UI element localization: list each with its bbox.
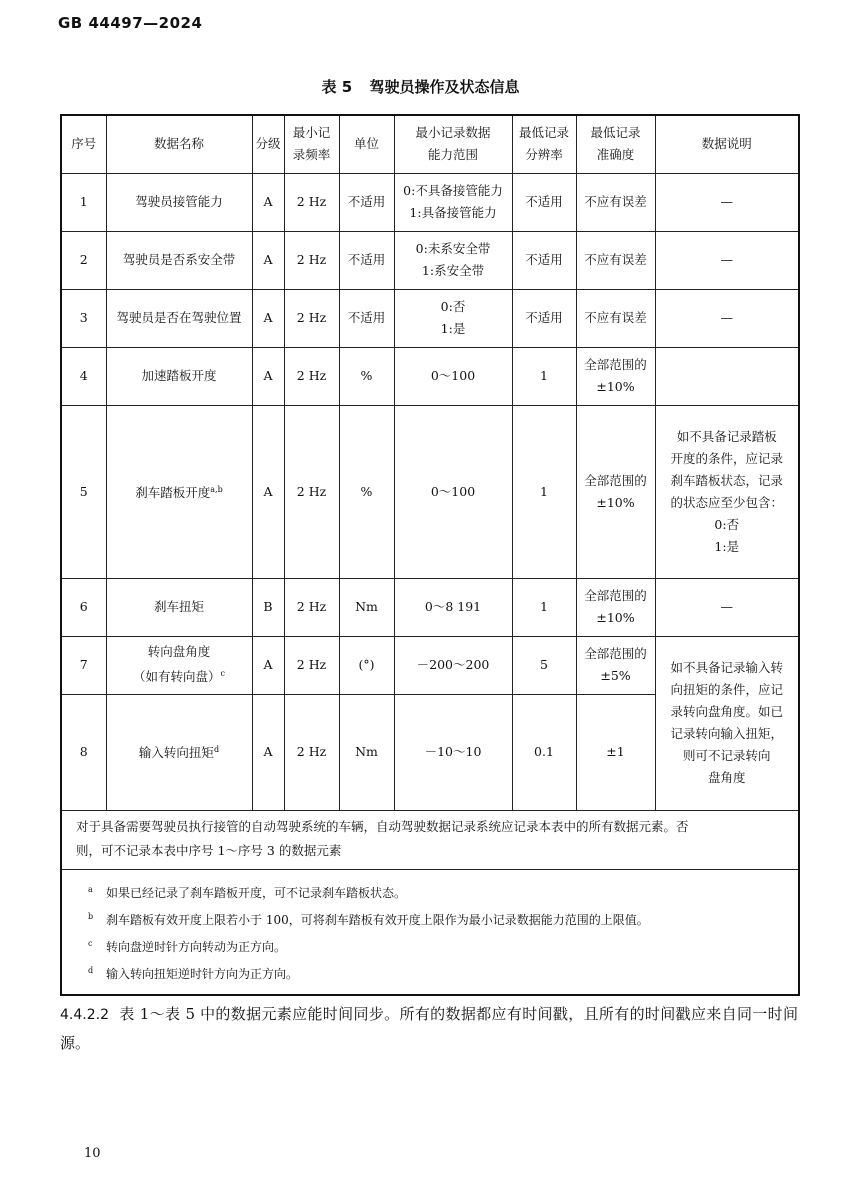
accuracy-line: 不应有误差	[584, 194, 647, 209]
table-row	[61, 347, 799, 405]
col-header-resolution	[512, 115, 576, 173]
footnote-text: 刹车踏板有效开度上限若小于 100，可将刹车踏板有效开度上限作为最小记录数据能力范围的上限值。	[106, 912, 649, 927]
cell-freq: 2 Hz	[284, 231, 339, 289]
cell-resolution: 0.1	[512, 694, 576, 810]
table-note	[61, 810, 799, 869]
accuracy-line: 不应有误差	[584, 310, 647, 325]
cell-accuracy	[576, 231, 655, 289]
cell-name: 驾驶员是否在驾驶位置	[106, 289, 252, 347]
col-header-desc: 数据说明	[655, 115, 799, 173]
accuracy-line: 全部范围的	[584, 357, 647, 372]
cell-freq: 2 Hz	[284, 347, 339, 405]
desc-line: 向扭矩的条件，应记	[670, 682, 783, 697]
cell-resolution: 不适用	[512, 173, 576, 231]
cell-freq: 2 Hz	[284, 578, 339, 636]
cell-resolution: 1	[512, 578, 576, 636]
standard-code: GB 44497—2024	[58, 14, 203, 32]
cell-desc: —	[655, 578, 799, 636]
cell-unit: (°)	[339, 636, 394, 694]
cell-desc: —	[655, 173, 799, 231]
desc-line: 录转向盘角度。如已	[670, 704, 783, 719]
range-line: －10～10	[424, 744, 482, 759]
desc-line: 刹车踏板状态，记录	[670, 472, 783, 488]
table-row	[61, 405, 799, 578]
footnote-mark: a	[88, 884, 93, 894]
note-line: 则，可不记录本表中序号 1～序号 3 的数据元素	[76, 842, 342, 858]
cell-freq: 2 Hz	[284, 405, 339, 578]
cell-name	[106, 694, 252, 810]
desc-line: 如不具备记录输入转	[670, 660, 783, 675]
range-line: －200～200	[416, 657, 490, 672]
cell-name	[106, 405, 252, 578]
footnote	[88, 959, 784, 986]
desc-line: 开度的条件，应记录	[670, 450, 783, 466]
footnote-text: 转向盘逆时针方向转动为正方向。	[106, 939, 287, 954]
table-footnotes	[61, 869, 799, 995]
accuracy-line: ±1	[606, 744, 625, 759]
name-line	[109, 663, 250, 688]
accuracy-line: 全部范围的	[584, 588, 647, 603]
cell-resolution: 不适用	[512, 289, 576, 347]
col-header-freq-line: 最小记	[292, 125, 331, 141]
table-row	[61, 636, 799, 694]
cell-no: 2	[61, 231, 106, 289]
footnote-ref: a,b	[210, 484, 223, 494]
name-text: 刹车踏板开度	[135, 485, 211, 501]
cell-freq: 2 Hz	[284, 289, 339, 347]
cell-name	[106, 636, 252, 694]
cell-accuracy	[576, 636, 655, 694]
table-row	[61, 289, 799, 347]
footnote	[88, 905, 784, 932]
table-label: 表 5	[321, 78, 353, 96]
desc-line: 记录转向输入扭矩，	[670, 726, 783, 741]
cell-name: 刹车扭矩	[106, 578, 252, 636]
cell-range	[394, 347, 512, 405]
col-header-range	[394, 115, 512, 173]
clause-number: 4.4.2.2	[60, 1007, 109, 1023]
desc-line: 盘角度	[707, 770, 746, 785]
col-header-freq-line: 录频率	[292, 147, 331, 163]
data-table	[60, 114, 800, 996]
col-header-accuracy-line: 准确度	[596, 147, 635, 163]
note-line: 对于具备需要驾驶员执行接管的自动驾驶系统的车辆，自动驾驶数据记录系统应记录本表中的所有数据元素。否	[76, 818, 689, 834]
note-row	[61, 810, 799, 869]
footnote-text: 输入转向扭矩逆时针方向为正方向。	[106, 966, 299, 981]
cell-no: 4	[61, 347, 106, 405]
desc-line: 的状态应至少包含：	[670, 494, 783, 510]
footnote	[88, 932, 784, 959]
cell-unit: Nm	[339, 578, 394, 636]
cell-range	[394, 289, 512, 347]
accuracy-line: 全部范围的	[584, 472, 647, 488]
cell-grade: A	[252, 694, 284, 810]
table-row	[61, 173, 799, 231]
page-number: 10	[84, 1146, 101, 1161]
col-header-resolution-line: 分辨率	[525, 147, 563, 163]
range-line: 0～8 191	[424, 599, 482, 614]
col-header-range-line: 最小记录数据	[415, 125, 491, 141]
cell-grade: A	[252, 636, 284, 694]
range-line: 0:未系安全带	[415, 241, 491, 256]
col-header-resolution-line: 最低记录	[518, 125, 569, 141]
desc-line: 如不具备记录踏板	[676, 428, 777, 444]
footnotes-row	[61, 869, 799, 995]
range-line: 1:具备接管能力	[409, 205, 497, 220]
col-header-no: 序号	[61, 115, 106, 173]
cell-resolution: 1	[512, 347, 576, 405]
cell-range	[394, 694, 512, 810]
cell-name: 驾驶员是否系安全带	[106, 231, 252, 289]
table-row	[61, 578, 799, 636]
cell-freq: 2 Hz	[284, 694, 339, 810]
accuracy-line: ±10%	[596, 379, 635, 394]
cell-accuracy	[576, 173, 655, 231]
cell-grade: A	[252, 405, 284, 578]
range-line: 0～100	[430, 483, 476, 499]
cell-range	[394, 173, 512, 231]
cell-freq: 2 Hz	[284, 173, 339, 231]
clause-paragraph	[60, 1000, 798, 1057]
cell-no: 7	[61, 636, 106, 694]
desc-line: 0:否	[714, 516, 740, 532]
cell-no: 1	[61, 173, 106, 231]
col-header-accuracy-line: 最低记录	[590, 125, 641, 141]
footnote-ref: c	[220, 669, 225, 679]
cell-desc-shared	[655, 636, 799, 810]
accuracy-line: ±5%	[600, 668, 631, 683]
footnote-text: 如果已经记录了刹车踏板开度，可不记录刹车踏板状态。	[106, 885, 407, 900]
name-text: （如有转向盘）	[133, 669, 221, 685]
name-line: 转向盘角度	[147, 644, 211, 660]
col-header-unit: 单位	[339, 115, 394, 173]
name-text: 输入转向扭矩	[138, 745, 214, 761]
cell-resolution: 5	[512, 636, 576, 694]
desc-line: 则可不记录转向	[682, 748, 771, 763]
cell-unit: 不适用	[339, 231, 394, 289]
cell-accuracy	[576, 289, 655, 347]
cell-accuracy	[576, 347, 655, 405]
footnote	[88, 878, 784, 905]
table-title-text: 驾驶员操作及状态信息	[369, 78, 520, 96]
footnote-mark: d	[88, 965, 94, 975]
accuracy-line: ±10%	[596, 610, 635, 625]
cell-range	[394, 636, 512, 694]
cell-no: 3	[61, 289, 106, 347]
range-line: 0:否	[440, 299, 466, 314]
cell-range	[394, 231, 512, 289]
cell-no: 8	[61, 694, 106, 810]
cell-no: 5	[61, 405, 106, 578]
range-line: 1:是	[440, 321, 466, 336]
col-header-accuracy	[576, 115, 655, 173]
cell-grade: A	[252, 231, 284, 289]
col-header-range-line: 能力范围	[427, 147, 478, 163]
cell-desc	[655, 347, 799, 405]
footnote-ref: d	[213, 745, 220, 755]
cell-name: 加速踏板开度	[106, 347, 252, 405]
cell-unit: 不适用	[339, 289, 394, 347]
cell-unit: 不适用	[339, 173, 394, 231]
cell-freq: 2 Hz	[284, 636, 339, 694]
cell-accuracy	[576, 578, 655, 636]
cell-unit: %	[339, 347, 394, 405]
cell-resolution: 1	[512, 405, 576, 578]
cell-desc: —	[655, 231, 799, 289]
desc-line: 1:是	[714, 538, 740, 554]
cell-grade: A	[252, 173, 284, 231]
cell-grade: B	[252, 578, 284, 636]
cell-desc: —	[655, 289, 799, 347]
accuracy-line: ±10%	[596, 494, 635, 510]
range-line: 0:不具备接管能力	[403, 183, 503, 198]
cell-accuracy	[576, 694, 655, 810]
cell-accuracy	[576, 405, 655, 578]
cell-grade: A	[252, 347, 284, 405]
cell-name: 驾驶员接管能力	[106, 173, 252, 231]
cell-grade: A	[252, 289, 284, 347]
cell-range	[394, 578, 512, 636]
cell-no: 6	[61, 578, 106, 636]
footnote-mark: b	[88, 911, 94, 921]
col-header-grade: 分级	[252, 115, 284, 173]
col-header-name: 数据名称	[106, 115, 252, 173]
cell-unit: %	[339, 405, 394, 578]
col-header-freq	[284, 115, 339, 173]
cell-unit: Nm	[339, 694, 394, 810]
clause-text: 表 1～表 5 中的数据元素应能时间同步。所有的数据都应有时间戳，且所有的时间戳应来自同一时间源。	[60, 1005, 798, 1052]
table-row	[61, 231, 799, 289]
accuracy-line: 不应有误差	[584, 252, 647, 267]
cell-resolution: 不适用	[512, 231, 576, 289]
table-title	[0, 76, 841, 97]
range-line: 0～100	[430, 368, 476, 383]
cell-range	[394, 405, 512, 578]
footnote-mark: c	[88, 938, 93, 948]
accuracy-line: 全部范围的	[584, 646, 647, 661]
cell-desc	[655, 405, 799, 578]
header-row	[61, 115, 799, 173]
range-line: 1:系安全带	[421, 263, 485, 278]
